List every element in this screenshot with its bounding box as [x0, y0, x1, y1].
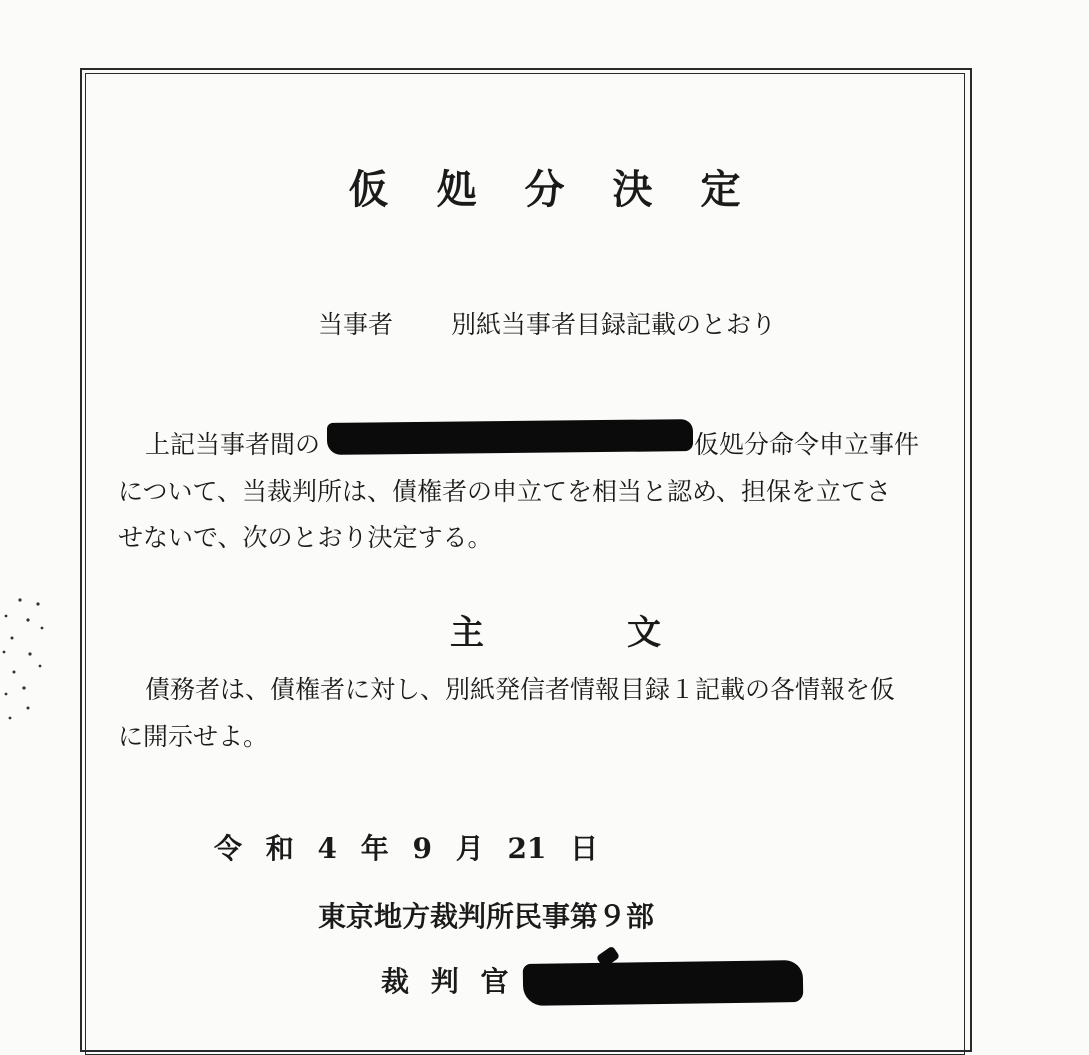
order-line1: 債務者は、債権者に対し、別紙発信者情報目録１記載の各情報を仮 [145, 675, 896, 704]
court-name: 東京地方裁判所民事第９部 [318, 900, 655, 933]
title-char: 分 [524, 166, 589, 213]
title-char: 定 [700, 166, 765, 213]
parties-value: 別紙当事者目録記載のとおり [451, 310, 777, 339]
scan-dots-graphic [0, 590, 60, 740]
decision-date: 令 和 4 年 9 月 21 日 [214, 832, 599, 865]
title-char: 決 [612, 166, 677, 213]
main-heading-left: 主 [450, 613, 484, 653]
document-title [0, 158, 1089, 215]
paragraph1-line2: について、当裁判所は、債権者の申立てを相当と認め、担保を立てさ [118, 477, 892, 506]
order-line2: に開示せよ。 [118, 722, 269, 751]
main-heading-right: 文 [627, 613, 661, 653]
paragraph1-line3: せないで、次のとおり決定する。 [118, 523, 493, 552]
scan-dots-decoration [0, 590, 60, 740]
paragraph1-line1-end: 仮処分命令申立事件 [694, 430, 920, 459]
judge-name-redaction [523, 960, 804, 1006]
title-char: 仮 [348, 166, 413, 213]
case-name-redaction [327, 419, 693, 455]
judge-label: 裁 判 官 [381, 965, 509, 998]
parties-label: 当事者 [318, 310, 394, 339]
title-char: 処 [436, 166, 501, 213]
paragraph1-line1-start: 上記当事者間の [145, 430, 321, 459]
